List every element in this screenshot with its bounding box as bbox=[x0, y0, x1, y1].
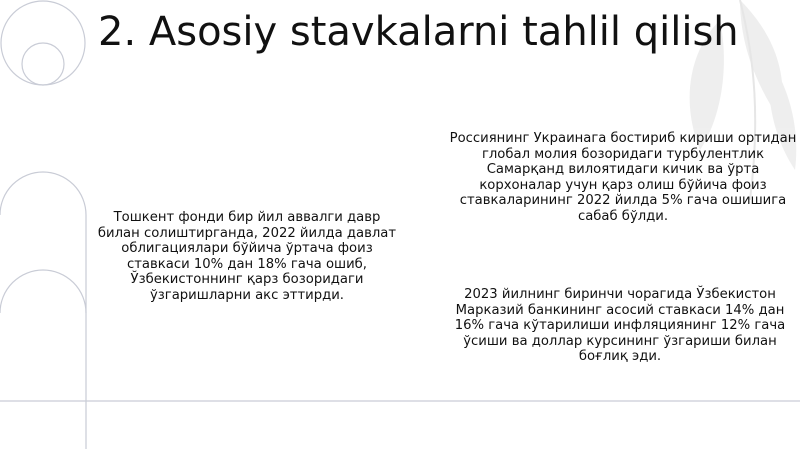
decor-arch-lower bbox=[0, 270, 86, 313]
paragraph-tashkent-bonds: Тошкент фонди бир йил аввалги давр билан солиштирганда, 2022 йилда давлат облигациялари бўйича ўртача фоиз ставкаси 10% дан 18% гача ошиб, Ўзбекистоннинг қарз бозоридаги ўзгаришларни акс эттирди. bbox=[97, 210, 397, 303]
decor-circle-small bbox=[22, 43, 64, 85]
paragraph-central-bank-rate: 2023 йилнинг биринчи чорагида Ўзбекистон Марказий банкининг асосий ставкаси 14% дан 16% гача кўтарилиши инфляциянинг 12% гача ўсиши ва доллар курсининг ўзгариши билан боғлиқ эди. bbox=[454, 287, 786, 364]
slide-title: 2. Asosiy stavkalarni tahlil qilish bbox=[98, 9, 739, 55]
paragraph-samarkand-sme-rates: Россиянинг Украинага бостириб кириши ортидан глобал молия бозоридаги турбулентлик Самарқанд вилоятидаги кичик ва ўрта корхоналар учун қарз олиш бўйича фоиз ставкаларининг 2022 йилда 5% гача ошишига сабаб бўлди. bbox=[449, 131, 797, 224]
decor-arch-upper bbox=[0, 172, 86, 449]
